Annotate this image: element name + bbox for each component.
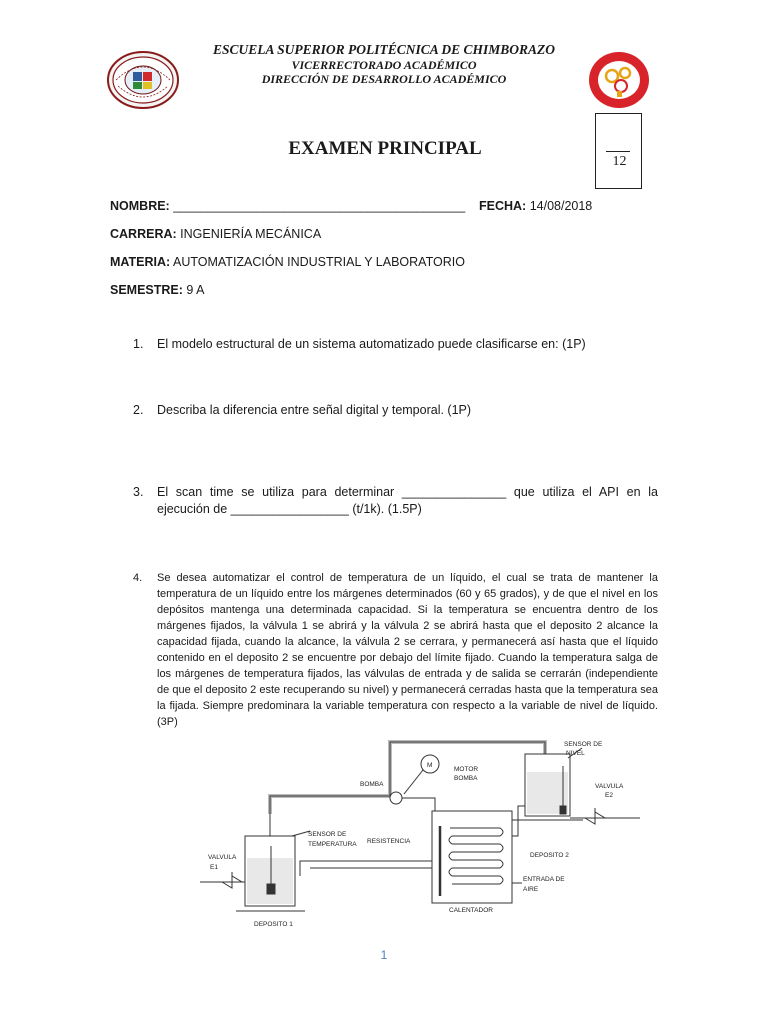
carrera-label: CARRERA: [110, 227, 177, 241]
motor-label-1: MOTOR [454, 766, 479, 773]
question-number: 3. [133, 485, 144, 499]
fecha-field [479, 199, 592, 213]
entrada-aire-label-1: ENTRADA DE [523, 876, 565, 883]
nombre-field [110, 199, 465, 213]
direccion-line: DIRECCIÓN DE DESARROLLO ACADÉMICO [261, 72, 507, 86]
materia-field [110, 255, 465, 269]
page-number: 1 [380, 948, 388, 962]
bomba-label: BOMBA [360, 781, 384, 788]
carrera-value: INGENIERÍA MECÁNICA [180, 227, 322, 241]
calentador-label: CALENTADOR [449, 907, 493, 914]
process-diagram [200, 736, 640, 932]
deposito-1-label: DEPOSITO 1 [254, 921, 293, 928]
score-total: 12 [612, 154, 627, 169]
valvula-e1-label-1: VALVULA [208, 854, 237, 861]
valvula-e2-label-2: E2 [605, 792, 613, 799]
valvula-e2-label-1: VALVULA [595, 783, 624, 790]
semestre-field [110, 283, 205, 297]
fecha-label: FECHA: [479, 199, 527, 213]
pump-icon [390, 792, 402, 804]
score-line [606, 151, 630, 152]
materia-label: MATERIA: [110, 255, 171, 269]
resistencia-label: RESISTENCIA [367, 838, 411, 845]
carrera-field [110, 227, 321, 241]
faculty-mecanica-logo [588, 51, 650, 109]
nombre-blank: __________________________________________ [173, 199, 466, 213]
fecha-value: 14/08/2018 [529, 199, 593, 213]
question-1 [133, 336, 658, 353]
semestre-label: SEMESTRE: [110, 283, 183, 297]
entrada-aire-label-2: AIRE [523, 886, 539, 893]
institution-name: ESCUELA SUPERIOR POLITÉCNICA DE CHIMBORAZO [212, 42, 556, 57]
vicerrectorado-line: VICERRECTORADO ACADÉMICO [291, 58, 477, 72]
score-box [595, 113, 642, 189]
question-number: 2. [133, 403, 144, 417]
nombre-label: NOMBRE: [110, 199, 170, 213]
question-text: El modelo estructural de un sistema automatizado puede clasificarse en: (1P) [157, 337, 586, 351]
exam-title: EXAMEN PRINCIPAL [288, 138, 482, 159]
espoch-seal-logo [106, 50, 180, 110]
question-text: Describa la diferencia entre señal digital y temporal. (1P) [157, 403, 472, 417]
question-2 [133, 402, 658, 419]
motor-symbol: M [427, 762, 433, 769]
sensor-nivel-label-2: NIVEL [566, 750, 585, 757]
semestre-value: 9 A [186, 283, 205, 297]
question-3 [133, 484, 658, 518]
heater-icon [432, 811, 512, 903]
question-4 [133, 570, 658, 730]
question-number: 4. [133, 572, 143, 584]
question-number: 1. [133, 337, 144, 351]
sensor-temp-label-2: TEMPERATURA [308, 841, 357, 848]
deposito-2-label: DEPOSITO 2 [530, 852, 569, 859]
question-text: Se desea automatizar el control de temperatura de un líquido, el cual se trata de mantener la temperatura de un líquido entre los márgenes determinados (60 y 65 grados), y de que el nivel en los depósitos mantenga una determinada capacidad. Si la temperatura se encuentra dentro de los márgenes fijados, la válvula 1 se abrirá y la válvula 2 se abrirá hasta que el deposito 2 alcance la capacidad fijada, cuando la alcance, la válvula 2 se cerrara, y permanecerá así hasta que el líquido contenido en el deposito 2 se encuentre por debajo del límite fijado. Cuando la temperatura salga de los márgenes de temperatura fijados, las válvulas de entrada y de salida se cerrarán (independiente de que el deposito 2 este recuperando su nivel) y permanecerá cerradas hasta que la temperatura sea la fijada. Siempre predominara la variable temperatura con respecto a la variable de nivel de líquido. (3P) [157, 572, 658, 728]
motor-label-2: BOMBA [454, 775, 478, 782]
sensor-nivel-label-1: SENSOR DE [564, 741, 603, 748]
question-text: El scan time se utiliza para determinar _______________ que utiliza el API en la ejecución de _________________ (t/1k). (1.5P) [157, 485, 658, 516]
valvula-e1-label-2: E1 [210, 864, 218, 871]
sensor-temp-label-1: SENSOR DE [308, 831, 347, 838]
materia-value: AUTOMATIZACIÓN INDUSTRIAL Y LABORATORIO [172, 255, 465, 269]
